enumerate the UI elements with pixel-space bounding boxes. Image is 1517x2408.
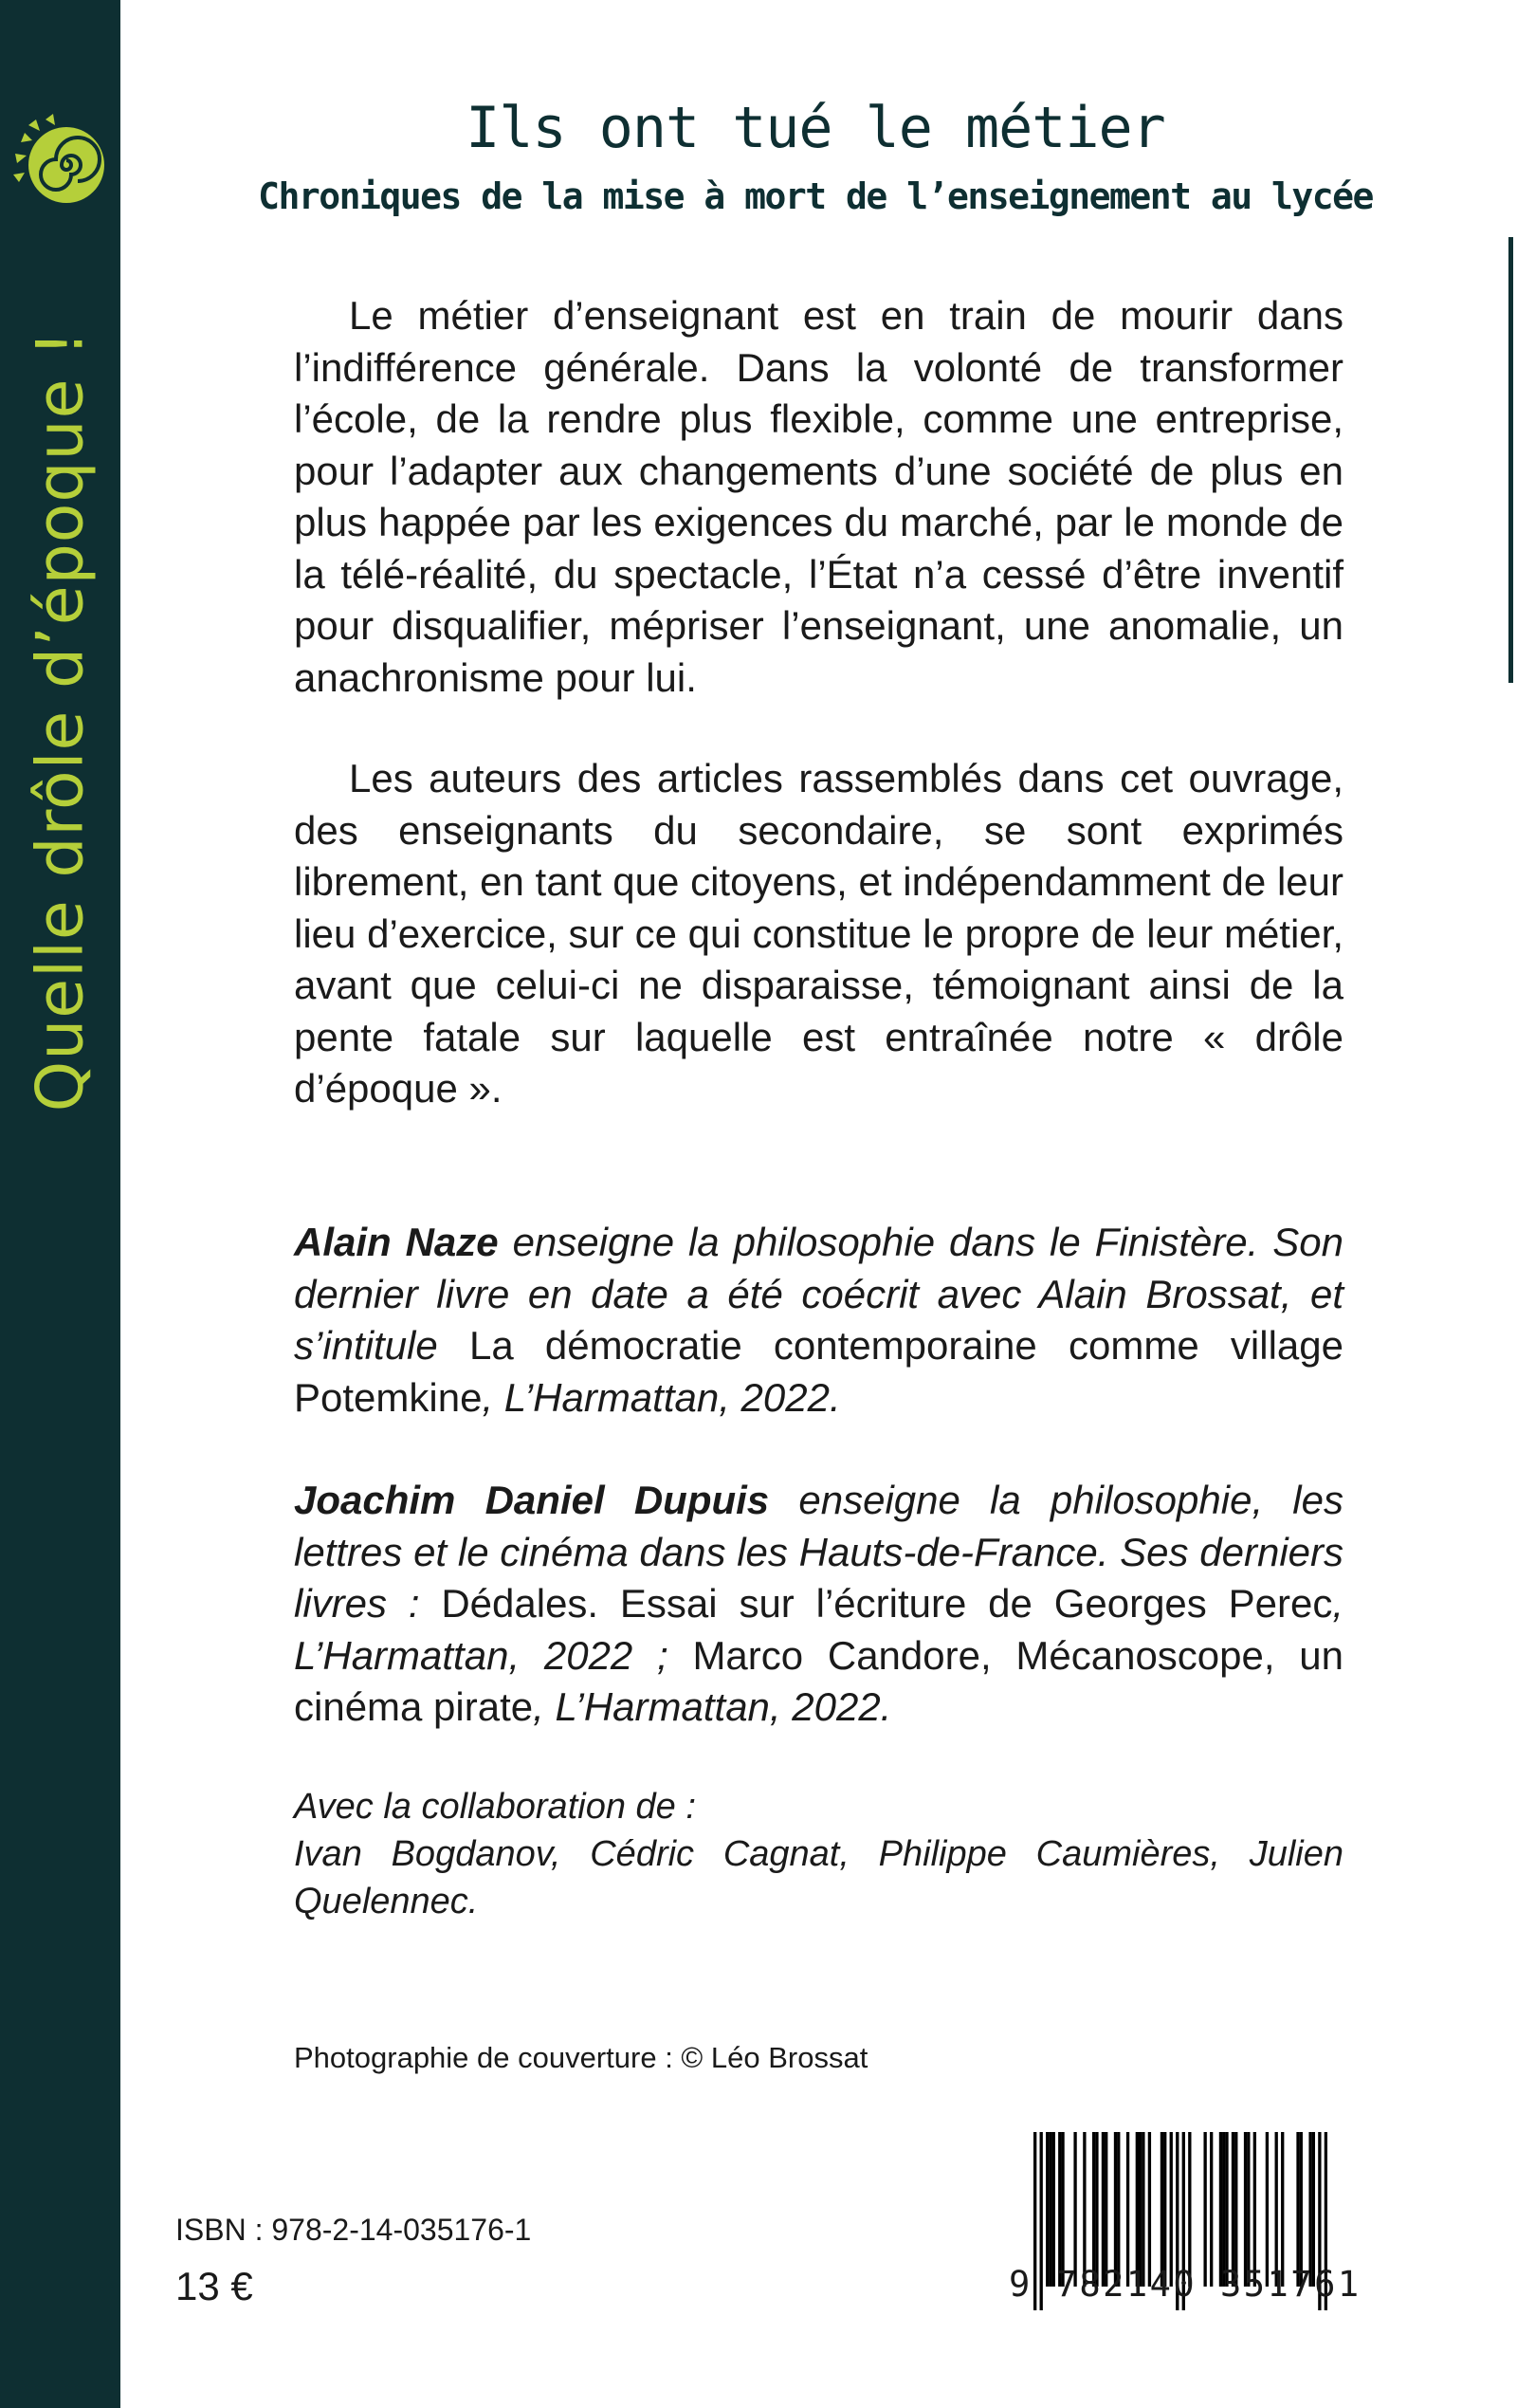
book-ref: Marco Candore, Mécanoscope, un cinéma pirate xyxy=(294,1632,1343,1729)
barcode-digits: 9 782140 351761 xyxy=(1009,2264,1362,2305)
blurb-paragraph-1-text: Le métier d’enseignant est en train de mourir dans l’indifférence générale. Dans la volonté de transformer l’école, de la rendre plus flexible, comme une entreprise, pour l’adapter aux changements d’une société de plus en plus happée par les exigences du marché, par le monde de la télé-réalité, du spectacle, l’État n’a cessé d’être inventif pour disqualifier, mépriser l’enseignant, une anomalie, un anachronisme pour lui. xyxy=(294,293,1343,700)
collaboration-label: Avec la collaboration de : xyxy=(294,1787,696,1827)
collaboration-names: Ivan Bogdanov, Cédric Cagnat, Philippe Caumières, Julien Quelennec. xyxy=(294,1834,1343,1921)
author-bio-2 xyxy=(294,1475,1343,1734)
book-subtitle: Chroniques de la mise à mort de l’enseignement au lycée xyxy=(258,175,1373,217)
book-title: Ils ont tué le métier xyxy=(466,95,1165,161)
book-ref: La démocratie contemporaine comme village Potemkine xyxy=(294,1323,1344,1420)
edge-rule xyxy=(1508,237,1513,683)
book-ref: Dédales. Essai sur l’écriture de Georges Perec xyxy=(441,1581,1333,1626)
photo-credit: Photographie de couverture : © Léo Brossat xyxy=(294,2041,868,2074)
bio-text: , L’Harmattan, 2022. xyxy=(533,1684,892,1729)
spine-band xyxy=(0,0,120,2408)
blurb-paragraph-1 xyxy=(294,290,1343,704)
price: 13 € xyxy=(175,2264,253,2308)
author-name: Joachim Daniel Dupuis xyxy=(294,1478,770,1522)
blurb-paragraph-2 xyxy=(294,753,1343,1115)
series-title: Quelle drôle d’époque ! xyxy=(23,329,99,1112)
blurb-paragraph-2-text: Les auteurs des articles rassemblés dans cet ouvrage, des enseignants du secondaire, se sont exprimés librement, en tant que citoyens, et indépendamment de leur lieu d’exercice, sur ce qui constitue le propre de leur métier, avant que celui-ci ne disparaisse, témoignant ainsi de la pente fatale sur laquelle est entraînée notre « drôle d’époque ». xyxy=(294,756,1343,1111)
collaboration xyxy=(294,1783,1343,1925)
author-name: Alain Naze xyxy=(294,1220,499,1264)
bio-text: enseigne la philosophie dans le Finistère. Son dernier livre en date a été coécrit avec Alain Brossat, et s’intitule xyxy=(294,1220,1343,1368)
author-bio-1 xyxy=(294,1217,1343,1424)
isbn: ISBN : 978-2-14-035176-1 xyxy=(175,2213,532,2247)
bio-text: , L’Harmattan, 2022. xyxy=(482,1374,841,1420)
bio-text: , L’Harmattan, 2022 ; xyxy=(294,1581,1343,1678)
spiral-logo-icon xyxy=(8,112,114,218)
bio-text: enseigne la philosophie, les lettres et le cinéma dans les Hauts-de-France. Ses derniers livres : xyxy=(294,1478,1343,1626)
